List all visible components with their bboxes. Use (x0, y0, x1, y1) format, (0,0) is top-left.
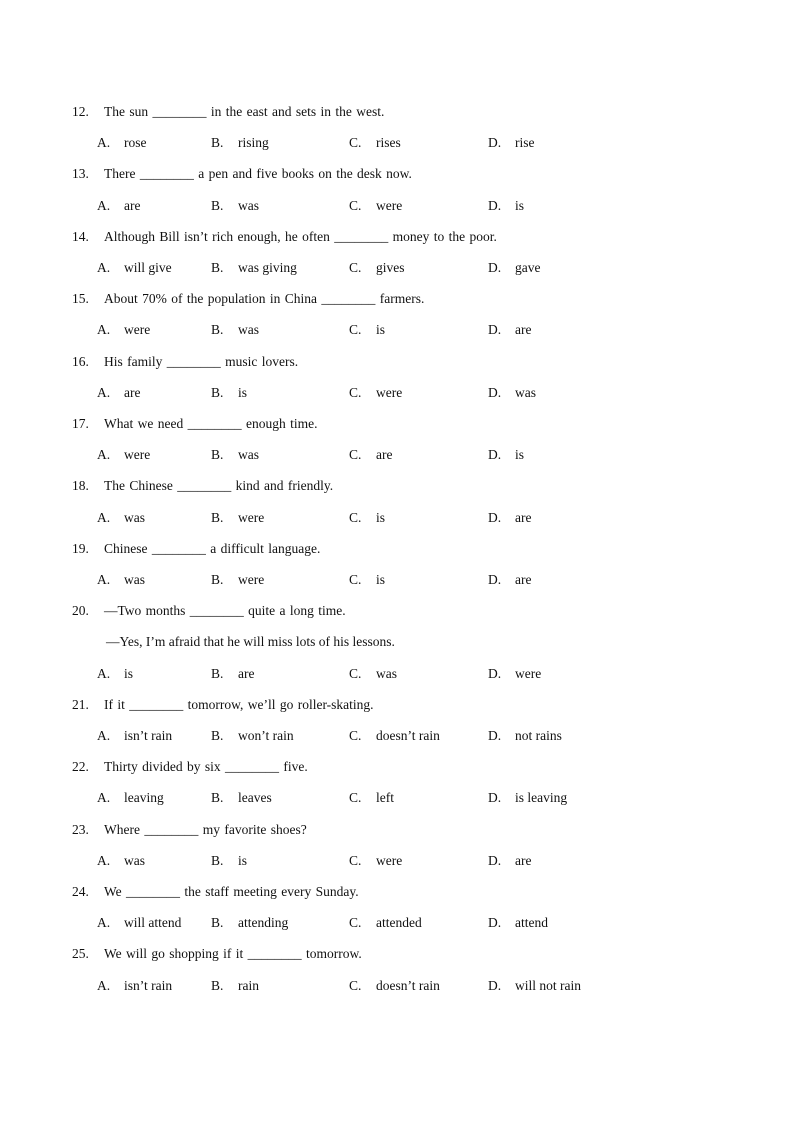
answer-option-b[interactable] (211, 508, 264, 528)
option-text: rose (124, 135, 147, 151)
question-text: We will go shopping if it ________ tomorrow. (104, 946, 362, 962)
answer-option-b[interactable] (211, 570, 264, 590)
question-17 (0, 414, 794, 434)
answer-options (0, 726, 794, 746)
answer-option-c[interactable] (349, 976, 440, 996)
option-letter: B. (211, 790, 224, 806)
option-letter: D. (488, 915, 502, 931)
option-letter: B. (211, 447, 224, 463)
option-text: were (376, 852, 403, 868)
option-text: is (124, 665, 134, 681)
question-number: 24. (72, 884, 89, 899)
answer-option-b[interactable] (211, 258, 297, 278)
answer-option-d[interactable] (488, 320, 531, 340)
answer-option-a[interactable] (97, 445, 150, 465)
answer-option-b[interactable] (211, 664, 254, 684)
answer-option-d[interactable] (488, 976, 581, 996)
question-number: 21. (72, 696, 89, 712)
option-letter: C. (349, 728, 362, 743)
option-letter: D. (488, 260, 502, 275)
question-stem-line (72, 820, 307, 840)
question-text: —Two months ________ quite a long time. (104, 603, 346, 619)
answer-option-a[interactable] (97, 570, 145, 590)
option-letter: D. (488, 384, 502, 400)
answer-option-b[interactable] (211, 320, 259, 340)
option-text: was (124, 572, 145, 587)
answer-option-d[interactable] (488, 258, 540, 278)
answer-option-d[interactable] (488, 133, 535, 153)
option-letter: C. (349, 509, 362, 525)
answer-option-c[interactable] (349, 851, 402, 871)
option-letter: A. (97, 384, 111, 400)
answer-option-c[interactable] (349, 788, 394, 808)
option-letter: B. (211, 135, 224, 151)
option-letter: B. (211, 509, 224, 525)
question-25 (0, 944, 794, 964)
option-letter: C. (349, 915, 362, 931)
answer-option-b[interactable] (211, 851, 247, 871)
option-letter: C. (349, 790, 362, 806)
option-letter: A. (97, 135, 111, 151)
question-stem-line (72, 944, 362, 964)
option-letter: D. (488, 665, 502, 681)
answer-options (0, 320, 794, 340)
option-text: not rains (515, 728, 562, 743)
answer-option-c[interactable] (349, 664, 397, 684)
question-19 (0, 539, 794, 559)
option-text: were (376, 384, 403, 400)
option-letter: C. (349, 447, 362, 463)
option-text: is (376, 322, 386, 338)
option-text: was (238, 447, 259, 463)
option-text: is (376, 509, 386, 525)
answer-option-d[interactable] (488, 383, 536, 403)
option-letter: A. (97, 665, 111, 681)
answer-option-a[interactable] (97, 851, 145, 871)
option-letter: C. (349, 852, 362, 868)
option-letter: D. (488, 135, 502, 151)
question-number: 23. (72, 821, 89, 837)
answer-options (0, 976, 794, 996)
option-text: were (124, 447, 151, 463)
answer-option-b[interactable] (211, 726, 294, 746)
question-number: 14. (72, 228, 89, 244)
option-text: attending (238, 915, 289, 931)
answer-option-b[interactable] (211, 445, 259, 465)
question-text: There ________ a pen and five books on the desk now. (104, 166, 412, 182)
question-22 (0, 757, 794, 777)
question-stem-line (72, 289, 424, 309)
option-letter: A. (97, 509, 111, 525)
option-text: attended (376, 915, 422, 931)
question-text: His family ________ music lovers. (104, 353, 299, 369)
question-text: The Chinese ________ kind and friendly. (104, 478, 334, 494)
answer-options (0, 851, 794, 871)
answer-option-a[interactable] (97, 258, 172, 278)
answer-option-a[interactable] (97, 726, 172, 746)
option-text: isn’t rain (124, 977, 173, 993)
option-letter: B. (211, 322, 224, 338)
question-24 (0, 882, 794, 902)
option-text: doesn’t rain (376, 977, 440, 993)
question-text: About 70% of the population in China ________ farmers. (104, 291, 425, 307)
answer-option-b[interactable] (211, 196, 259, 216)
option-text: were (238, 572, 265, 587)
answer-options (0, 570, 794, 590)
option-text: was giving (238, 260, 297, 275)
answer-options (0, 445, 794, 465)
answer-options (0, 258, 794, 278)
answer-option-d[interactable] (488, 664, 541, 684)
answer-option-b[interactable] (211, 788, 272, 808)
option-text: rain (238, 977, 259, 993)
option-letter: B. (211, 197, 224, 213)
answer-option-c[interactable] (349, 320, 385, 340)
question-text: What we need ________ enough time. (104, 416, 318, 431)
option-text: leaving (124, 790, 164, 806)
option-text: attend (515, 915, 548, 931)
question-stem-line (72, 601, 346, 621)
option-letter: A. (97, 977, 111, 993)
option-letter: D. (488, 977, 502, 993)
answer-option-b[interactable] (211, 133, 269, 153)
question-stem-line (72, 695, 374, 715)
question-18 (0, 476, 794, 496)
option-text: are (124, 197, 141, 213)
question-number: 13. (72, 166, 89, 182)
question-stem-line (72, 757, 308, 777)
option-letter: B. (211, 260, 224, 275)
question-stem-line (72, 882, 359, 902)
answer-options (0, 383, 794, 403)
answer-option-c[interactable] (349, 726, 440, 746)
option-letter: A. (97, 728, 111, 743)
option-letter: B. (211, 384, 224, 400)
option-text: are (238, 665, 255, 681)
question-text: Thirty divided by six ________ five. (104, 759, 308, 775)
option-letter: C. (349, 384, 362, 400)
question-20 (0, 601, 794, 621)
question-text: Although Bill isn’t rich enough, he often ________ money to the poor. (104, 228, 497, 244)
option-text: will not rain (515, 977, 581, 993)
question-number: 20. (72, 603, 89, 619)
answer-option-a[interactable] (97, 664, 133, 684)
option-letter: B. (211, 572, 224, 587)
question-number: 15. (72, 291, 89, 307)
option-text: isn’t rain (124, 728, 173, 743)
answer-option-d[interactable] (488, 196, 524, 216)
option-text: are (515, 572, 532, 587)
option-letter: A. (97, 790, 111, 806)
answer-option-b[interactable] (211, 913, 288, 933)
option-text: is (515, 447, 525, 463)
option-letter: C. (349, 977, 362, 993)
question-stem-line (72, 164, 412, 184)
option-letter: C. (349, 197, 362, 213)
question-13 (0, 164, 794, 184)
option-text: is (238, 384, 248, 400)
option-text: is (376, 572, 386, 587)
option-text: were (124, 322, 151, 338)
question-stem-line (72, 476, 333, 496)
answer-option-a[interactable] (97, 508, 145, 528)
answer-option-c[interactable] (349, 445, 392, 465)
answer-option-d[interactable] (488, 788, 567, 808)
question-text: We ________ the staff meeting every Sunday. (104, 884, 359, 899)
answer-option-a[interactable] (97, 320, 150, 340)
option-text: are (376, 447, 393, 463)
question-23 (0, 820, 794, 840)
answer-option-c[interactable] (349, 508, 385, 528)
question-continuation-line (0, 632, 794, 652)
option-letter: D. (488, 197, 502, 213)
answer-option-c[interactable] (349, 570, 385, 590)
answer-options (0, 664, 794, 684)
question-stem-line (72, 414, 317, 434)
answer-option-d[interactable] (488, 913, 548, 933)
answer-option-a[interactable] (97, 383, 140, 403)
answer-option-b[interactable] (211, 976, 259, 996)
option-text: rising (238, 135, 269, 151)
answer-option-d[interactable] (488, 508, 531, 528)
answer-options (0, 133, 794, 153)
option-letter: C. (349, 135, 362, 151)
answer-options (0, 508, 794, 528)
question-15 (0, 289, 794, 309)
option-text: was (238, 197, 259, 213)
answer-option-a[interactable] (97, 913, 181, 933)
question-number: 18. (72, 478, 89, 494)
option-letter: D. (488, 790, 502, 806)
question-text: Chinese ________ a difficult language. (104, 540, 321, 556)
option-text: will give (124, 260, 172, 275)
option-text: are (515, 322, 532, 338)
option-letter: D. (488, 572, 502, 587)
question-12 (0, 102, 794, 122)
option-text: is (238, 852, 248, 868)
answer-option-c[interactable] (349, 196, 402, 216)
answer-options (0, 913, 794, 933)
question-text: If it ________ tomorrow, we’ll go roller-skating. (104, 696, 374, 712)
option-text: are (124, 384, 141, 400)
answer-option-b[interactable] (211, 383, 247, 403)
option-letter: B. (211, 665, 224, 681)
question-stem-line (72, 539, 320, 559)
question-text: Where ________ my favorite shoes? (104, 821, 307, 837)
option-text: was (515, 384, 536, 400)
option-letter: A. (97, 197, 111, 213)
answer-options (0, 196, 794, 216)
option-letter: A. (97, 572, 111, 587)
answer-option-c[interactable] (349, 913, 422, 933)
answer-option-a[interactable] (97, 133, 147, 153)
question-21 (0, 695, 794, 715)
option-text: won’t rain (238, 728, 294, 743)
option-text: leaves (238, 790, 272, 806)
option-letter: A. (97, 852, 111, 868)
question-number: 17. (72, 416, 89, 431)
option-letter: B. (211, 728, 224, 743)
answer-option-d[interactable] (488, 851, 531, 871)
question-number: 16. (72, 353, 89, 369)
option-letter: D. (488, 509, 502, 525)
option-text: was (238, 322, 259, 338)
question-number: 22. (72, 759, 89, 775)
option-letter: A. (97, 260, 111, 275)
option-letter: A. (97, 322, 111, 338)
option-letter: B. (211, 915, 224, 931)
option-text: gave (515, 260, 541, 275)
option-letter: C. (349, 260, 362, 275)
answer-option-a[interactable] (97, 788, 164, 808)
option-letter: C. (349, 322, 362, 338)
question-number: 25. (72, 946, 89, 962)
question-text-reply: —Yes, I’m afraid that he will miss lots of his lessons. (106, 634, 395, 650)
answer-option-a[interactable] (97, 196, 140, 216)
answer-option-d[interactable] (488, 726, 562, 746)
option-letter: C. (349, 572, 362, 587)
option-text: doesn’t rain (376, 728, 440, 743)
option-text: was (376, 665, 397, 681)
answer-option-c[interactable] (349, 383, 402, 403)
question-number: 19. (72, 540, 89, 556)
question-14 (0, 227, 794, 247)
question-stem-line (72, 352, 298, 372)
question-16 (0, 352, 794, 372)
option-text: are (515, 852, 532, 868)
question-text: The sun ________ in the east and sets in the west. (104, 104, 385, 119)
answer-options (0, 788, 794, 808)
option-letter: D. (488, 447, 502, 463)
option-text: was (124, 509, 145, 525)
question-stem-line (72, 227, 497, 247)
answer-option-c[interactable] (349, 258, 405, 278)
question-number: 12. (72, 104, 89, 119)
answer-option-d[interactable] (488, 570, 531, 590)
option-text: rise (515, 135, 535, 151)
answer-option-c[interactable] (349, 133, 401, 153)
option-letter: C. (349, 665, 362, 681)
option-letter: D. (488, 728, 502, 743)
option-text: was (124, 852, 145, 868)
option-letter: B. (211, 977, 224, 993)
option-text: is leaving (515, 790, 568, 806)
answer-option-a[interactable] (97, 976, 172, 996)
option-text: were (515, 665, 542, 681)
option-letter: D. (488, 322, 502, 338)
option-text: left (376, 790, 394, 806)
option-text: will attend (124, 915, 182, 931)
answer-option-d[interactable] (488, 445, 524, 465)
option-text: gives (376, 260, 405, 275)
option-letter: D. (488, 852, 502, 868)
option-text: were (376, 197, 403, 213)
option-text: is (515, 197, 525, 213)
option-letter: A. (97, 915, 111, 931)
option-letter: B. (211, 852, 224, 868)
question-stem-line (72, 102, 384, 122)
option-text: were (238, 509, 265, 525)
option-text: are (515, 509, 532, 525)
option-text: rises (376, 135, 401, 151)
option-letter: A. (97, 447, 111, 463)
